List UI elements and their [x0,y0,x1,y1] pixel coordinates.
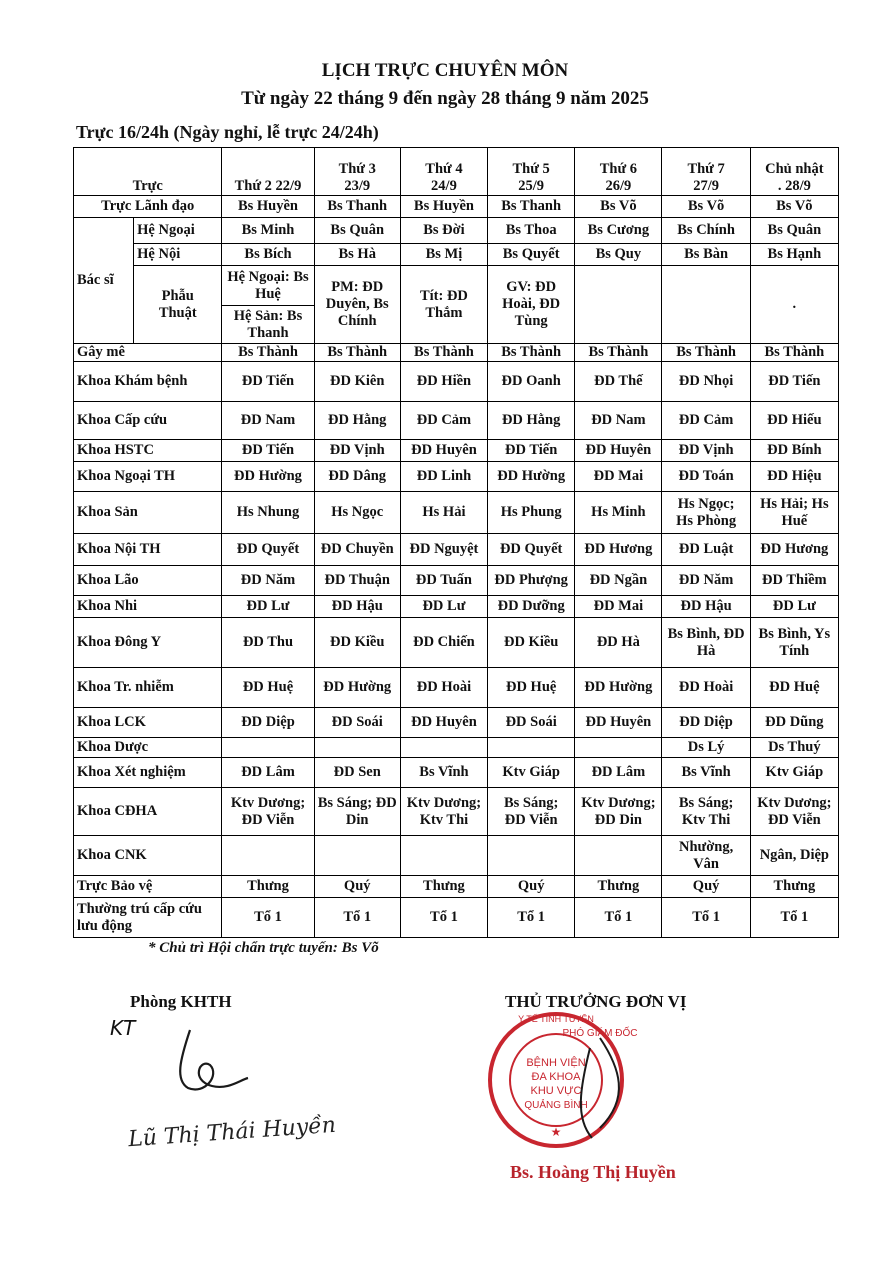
table-cell: ĐD Huyên [575,440,662,462]
table-cell: ĐD Linh [400,462,487,492]
row-label: Khoa Nội TH [74,534,222,566]
table-cell: ĐD Quyết [488,534,575,566]
table-cell: ĐD Hằng [314,402,400,440]
schedule-table [73,147,839,938]
row-label: Khoa Lão [74,566,222,596]
table-row [74,148,839,196]
row-label: Hệ Ngoại [134,218,222,244]
table-cell: ĐD Mai [575,462,662,492]
table-cell: Bs Võ [750,196,838,218]
table-row [74,492,839,534]
table-row [74,668,839,708]
table-cell [314,738,400,758]
row-label: Khoa Ngoại TH [74,462,222,492]
table-cell: Bs Sáng; Ktv Thi [662,788,750,836]
table-cell: ĐD Thế [575,362,662,402]
day-header: Thứ 3 23/9 [314,148,400,196]
table-cell: ĐD Kiên [314,362,400,402]
table-cell: Hs Phung [488,492,575,534]
table-row [74,596,839,618]
table-cell: ĐD Lư [750,596,838,618]
table-cell: ĐD Lư [222,596,314,618]
table-cell: Thưng [222,876,314,898]
table-cell: ĐD Nam [575,402,662,440]
table-cell [662,266,750,344]
table-cell: ĐD Toán [662,462,750,492]
table-cell: ĐD Hoài [662,668,750,708]
table-cell: ĐD Cảm [662,402,750,440]
table-row [74,534,839,566]
table-cell: ĐD Dũng [750,708,838,738]
table-cell: Bs Thanh [488,196,575,218]
table-cell: ĐD Soái [314,708,400,738]
table-cell: Ktv Dương; ĐD Viễn [750,788,838,836]
table-row [74,440,839,462]
table-row [74,266,839,306]
table-cell: ĐD Hương [750,534,838,566]
table-cell: ĐD Luật [662,534,750,566]
table-cell: ĐD Năm [662,566,750,596]
table-cell: Bs Sáng; ĐD Viễn [488,788,575,836]
row-label: Khoa Tr. nhiễm [74,668,222,708]
table-cell: ĐD Quyết [222,534,314,566]
table-cell: Thưng [750,876,838,898]
table-cell: Bs Mị [400,244,487,266]
day-header: Thứ 5 25/9 [488,148,575,196]
svg-text:KHU VỰC: KHU VỰC [530,1085,582,1097]
svg-text:BỆNH VIỆN: BỆNH VIỆN [526,1057,586,1069]
table-cell: Quý [488,876,575,898]
table-cell: Ngân, Diệp [750,836,838,876]
table-cell: ĐD Ngần [575,566,662,596]
table-cell: Bs Sáng; ĐD Din [314,788,400,836]
table-cell [575,836,662,876]
row-label: Khoa HSTC [74,440,222,462]
svg-text:QUẢNG BÌNH: QUẢNG BÌNH [524,1100,588,1111]
row-label: Gây mê [74,344,222,362]
table-row [74,244,839,266]
table-cell: ĐD Hà [575,618,662,668]
table-row [74,898,839,938]
table-cell: ĐD Hậu [314,596,400,618]
table-cell [222,738,314,758]
svg-text:PHÓ GIÁM ĐỐC: PHÓ GIÁM ĐỐC [562,1028,638,1039]
table-row [74,566,839,596]
table-cell: ĐD Soái [488,708,575,738]
page-title: LỊCH TRỰC CHUYÊN MÔN [321,60,569,81]
table-cell: Hệ Ngoại: Bs Huệ [222,266,314,306]
table-cell: Tổ 1 [575,898,662,938]
row-label: Khoa Xét nghiệm [74,758,222,788]
day-header: Thứ 4 24/9 [400,148,487,196]
table-row [74,218,839,244]
table-cell: ĐD Tuấn [400,566,487,596]
table-cell [400,738,487,758]
right-signature-title: THỦ TRƯỞNG ĐƠN VỊ [505,992,687,1011]
hospital-stamp [480,1008,640,1158]
table-cell: Tổ 1 [662,898,750,938]
table-cell: ĐD Hậu [662,596,750,618]
table-cell: ĐD Diệp [222,708,314,738]
table-row [74,836,839,876]
row-label: Hệ Nội [134,244,222,266]
table-cell: ĐD Phượng [488,566,575,596]
table-cell [488,738,575,758]
table-cell: Bs Huyền [400,196,487,218]
table-cell [488,836,575,876]
day-header: Thứ 7 27/9 [662,148,750,196]
row-label: Khoa LCK [74,708,222,738]
table-cell: ĐD Tiến [488,440,575,462]
row-label: Khoa Nhi [74,596,222,618]
row-label: Trực Bảo vệ [74,876,222,898]
table-cell: ĐD Hiền [400,362,487,402]
table-row [74,362,839,402]
table-cell: PM: ĐD Duyên, Bs Chính [314,266,400,344]
table-row [74,462,839,492]
table-cell [222,836,314,876]
table-cell: ĐD Dưỡng [488,596,575,618]
table-cell: Ktv Giáp [488,758,575,788]
table-cell: Tổ 1 [314,898,400,938]
table-row [74,758,839,788]
table-cell: . [750,266,838,344]
table-cell: ĐD Diệp [662,708,750,738]
table-cell: Quý [314,876,400,898]
table-cell: Hệ Sản: Bs Thanh [222,306,314,344]
table-cell: ĐD Sen [314,758,400,788]
table-cell: ĐD Mai [575,596,662,618]
table-cell: Bs Minh [222,218,314,244]
table-cell: ĐD Hường [575,668,662,708]
table-cell [575,266,662,344]
corner-header: Trực [74,148,222,196]
table-row [74,196,839,218]
table-cell: ĐD Hoài [400,668,487,708]
row-label: Trực Lãnh đạo [74,196,222,218]
table-cell: ĐD Hằng [488,402,575,440]
table-cell: ĐD Năm [222,566,314,596]
table-cell: Bs Chính [662,218,750,244]
table-cell: ĐD Dâng [314,462,400,492]
table-cell: Bs Bình, ĐD Hà [662,618,750,668]
row-label: Thường trú cấp cứu lưu động [74,898,222,938]
table-cell: ĐD Lâm [222,758,314,788]
table-cell: ĐD Tiến [750,362,838,402]
row-label: Khoa CNK [74,836,222,876]
table-cell: ĐD Kiều [488,618,575,668]
table-cell: ĐD Huyên [400,440,487,462]
row-label: Khoa CĐHA [74,788,222,836]
table-cell: ĐD Nguyệt [400,534,487,566]
table-cell: ĐD Hiệu [750,462,838,492]
table-cell: ĐD Hường [488,462,575,492]
table-cell: ĐD Hường [222,462,314,492]
table-cell: ĐD Thuận [314,566,400,596]
table-cell: Tổ 1 [222,898,314,938]
table-cell: Quý [662,876,750,898]
table-cell: ĐD Lâm [575,758,662,788]
table-cell: ĐD Hường [314,668,400,708]
table-cell: Nhường, Vân [662,836,750,876]
table-cell: Bs Quân [314,218,400,244]
table-cell: Hs Hải; Hs Huế [750,492,838,534]
table-cell: ĐD Chuyền [314,534,400,566]
table-cell: ĐD Kiều [314,618,400,668]
table-cell: Bs Thành [575,344,662,362]
row-label: Khoa Cấp cứu [74,402,222,440]
table-cell: Hs Ngọc; Hs Phòng [662,492,750,534]
table-cell: ĐD Nam [222,402,314,440]
table-cell: Ktv Giáp [750,758,838,788]
table-cell: Bs Huyền [222,196,314,218]
table-cell: ĐD Huệ [488,668,575,708]
table-cell: Hs Hải [400,492,487,534]
svg-text:Y TẾ TỈNH TUYÊN: Y TẾ TỈNH TUYÊN [518,1014,594,1024]
table-cell: ĐD Hương [575,534,662,566]
table-cell: Bs Quy [575,244,662,266]
row-label: Khoa Dược [74,738,222,758]
table-cell: Bs Đời [400,218,487,244]
table-cell: ĐD Thu [222,618,314,668]
table-cell: Ds Lý [662,738,750,758]
table-row [74,788,839,836]
row-label: Khoa Khám bệnh [74,362,222,402]
table-cell: Bs Vĩnh [662,758,750,788]
table-cell: Bs Quyết [488,244,575,266]
table-cell: Hs Ngọc [314,492,400,534]
table-cell: Bs Thành [488,344,575,362]
table-cell: ĐD Huyên [400,708,487,738]
duty-note: Trực 16/24h (Ngày nghỉ, lễ trực 24/24h) [76,122,379,142]
day-header: Thứ 2 22/9 [222,148,314,196]
table-cell: Bs Thành [314,344,400,362]
table-cell: ĐD Tiến [222,440,314,462]
table-row [74,402,839,440]
page-subtitle: Từ ngày 22 tháng 9 đến ngày 28 tháng 9 năm 2025 [241,88,649,109]
table-cell: Tít: ĐD Thắm [400,266,487,344]
table-cell: Bs Thành [400,344,487,362]
footnote: * Chủ trì Hội chẩn trực tuyến: Bs Võ [148,940,379,956]
table-cell: Bs Bích [222,244,314,266]
table-cell: Tổ 1 [400,898,487,938]
table-cell: Ktv Dương; ĐD Din [575,788,662,836]
table-cell: ĐD Lư [400,596,487,618]
table-cell: Thưng [575,876,662,898]
table-cell: Bs Hà [314,244,400,266]
table-cell [400,836,487,876]
table-cell: Tổ 1 [488,898,575,938]
table-cell: ĐD Huệ [222,668,314,708]
table-cell: Ktv Dương; Ktv Thi [400,788,487,836]
table-cell: Bs Thoa [488,218,575,244]
left-signer-name: Lũ Thị Thái Huyền [127,1112,337,1153]
table-cell [314,836,400,876]
table-cell: ĐD Tiến [222,362,314,402]
table-cell: Ds Thuý [750,738,838,758]
table-row [74,876,839,898]
table-cell: ĐD Cảm [400,402,487,440]
kt-prefix: KT [110,1016,136,1040]
row-label: Phẫu Thuật [134,266,222,344]
right-signer-name: Bs. Hoàng Thị Huyền [510,1162,676,1182]
table-cell: Bs Hạnh [750,244,838,266]
row-label: Khoa Đông Y [74,618,222,668]
table-cell: Tổ 1 [750,898,838,938]
row-label: Khoa Sản [74,492,222,534]
table-cell: GV: ĐD Hoài, ĐD Tùng [488,266,575,344]
table-cell: ĐD Vịnh [314,440,400,462]
row-group-label: Bác sĩ [74,218,134,344]
table-cell: Bs Thành [750,344,838,362]
day-header: Chủ nhật . 28/9 [750,148,838,196]
table-cell: Bs Cương [575,218,662,244]
table-row [74,618,839,668]
table-cell: Hs Minh [575,492,662,534]
table-cell: ĐD Hiếu [750,402,838,440]
table-cell: Ktv Dương; ĐD Viễn [222,788,314,836]
table-cell: ĐD Bính [750,440,838,462]
table-cell: Hs Nhung [222,492,314,534]
table-cell: ĐD Vịnh [662,440,750,462]
svg-text:ĐA KHOA: ĐA KHOA [531,1071,581,1083]
table-cell: Bs Quân [750,218,838,244]
table-cell [575,738,662,758]
left-signature-scribble [150,1020,260,1100]
table-cell: Bs Vĩnh [400,758,487,788]
table-cell: Bs Thanh [314,196,400,218]
table-cell: Thưng [400,876,487,898]
table-row [74,738,839,758]
table-cell: Bs Bình, Ys Tính [750,618,838,668]
table-cell: ĐD Thiềm [750,566,838,596]
table-cell: Bs Thành [222,344,314,362]
table-cell: Bs Võ [662,196,750,218]
table-cell: ĐD Chiến [400,618,487,668]
table-row [74,708,839,738]
table-row [74,344,839,362]
left-signature-title: Phòng KHTH [130,992,232,1011]
table-cell: ĐD Nhọi [662,362,750,402]
table-cell: ĐD Oanh [488,362,575,402]
table-cell: ĐD Huệ [750,668,838,708]
svg-text:★: ★ [550,1125,562,1139]
table-cell: ĐD Huyên [575,708,662,738]
table-cell: Bs Bàn [662,244,750,266]
table-cell: Bs Thành [662,344,750,362]
day-header: Thứ 6 26/9 [575,148,662,196]
table-cell: Bs Võ [575,196,662,218]
